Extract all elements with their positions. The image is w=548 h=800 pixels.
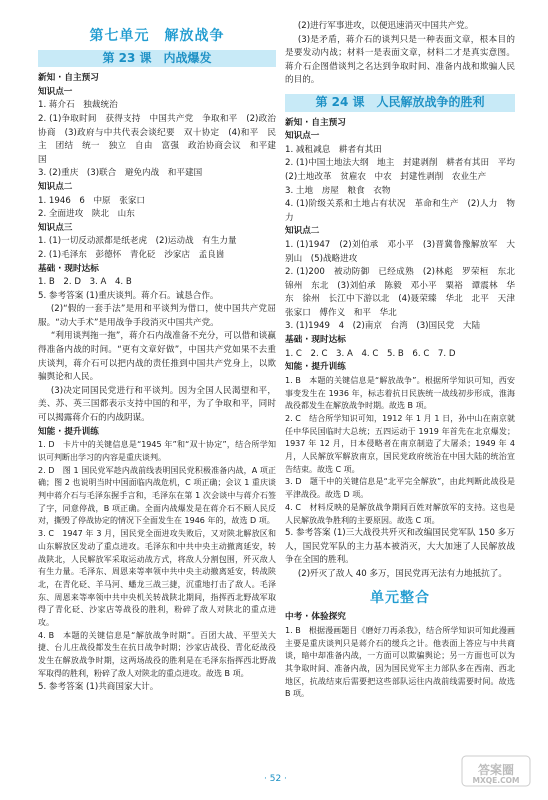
paragraph: 4. B 本题的关键信息是“解放战争时期”。百团大战、平型关大捷、台儿庄战役都发生在抗日战争时期；沙家店战役、青化砭战役发生在解放战争时期，这两场战役的胜利是在毛泽东指挥西北野战军取得的胜利，粉碎了敌人对陕北的重点进攻。故选 B 项。 <box>38 630 276 678</box>
paragraph: 知识点一 <box>285 131 320 142</box>
paragraph: 1. (1)一切反动派都是纸老虎 (2)运动战 有生力量 <box>38 236 237 247</box>
paragraph: 知识点一 <box>38 86 73 97</box>
paragraph: “利用谈判拖一拖”，蒋介石内战准备不充分，可以借和谈赢得准备内战的时间。“更有文章好做”，中国共产党如果不去重庆谈判，蒋介石可以把内战的责任推到中国共产党身上，以欺骗舆论和人民。 <box>38 331 276 383</box>
paragraph: 2. (1)200 被动防御 已经成熟 (2)林彪 罗荣桓 东北 锦州 东北 (3)刘伯承 陈毅 邓小平 粟裕 谭震林 华东 徐州 长江中下游以北 (4)聂荣臻 华北 北平 天津 张家口 傅作义 和平 华北 <box>285 267 524 318</box>
paragraph: 2. (1)争取时间 获得支持 中国共产党 争取和平 (2)政治协商 (3)政府与中共代表会谈纪要 双十协定 (4)和平 民主 团结 统一 独立 自由 富强 政治协商会议 和平建国 <box>38 113 276 165</box>
unit-review-title: 单元整合 <box>370 589 430 606</box>
paragraph: 知识点二 <box>285 226 320 237</box>
right-top <box>285 20 515 88</box>
paragraph: 知识点二 <box>38 181 73 192</box>
paragraph: 2. (1)中国土地法大纲 地主 封建剥削 耕者有其田 平均 (2)土地改革 贫雇农 中农 封建性剥削 农业生产 <box>285 158 524 182</box>
paragraph: 中考 · 体验探究 <box>285 612 346 623</box>
paragraph: 1. C 2. C 3. A 4. C 5. B 6. C 7. D <box>285 348 456 359</box>
paragraph: 5. 参考答案 (1)重庆谈判。蒋介石。诚恳合作。 <box>38 290 219 301</box>
paragraph: 3. D 题干中的关键信息是“北平完全解放”，由此判断此战役是平津战役。故选 D 项。 <box>285 477 515 500</box>
paragraph: 1. B 本题的关键信息是“解放战争”。根据所学知识可知，西安事变发生在 1936 年，标志着抗日民族统一战线初步形成，淮海战役都发生在解放战争时期。故选 B 项。 <box>285 375 515 411</box>
paragraph: 4. C 材料反映的是解放战争期间百姓对解放军的支持。这也是人民解放战争胜利的主要原因。故选 C 项。 <box>285 502 515 525</box>
paragraph: 知能 · 提升训练 <box>38 426 99 437</box>
left-body <box>38 72 276 694</box>
paragraph: 1. B 2. D 3. A 4. B <box>38 277 132 288</box>
watermark-logo <box>460 754 532 788</box>
paragraph: 1. D 卡片中的关键信息是“1945 年”和“双十协定”，结合所学知识可判断出学习的内容是重庆谈判。 <box>38 440 276 462</box>
paragraph: 2. D 图 1 国民党军趁内战前线表明国民党积极准备内战，A 项正确；图 2 也说明当时中国面临内战危机，C 项正确；会议 1 重庆谈判中蒋介石与毛泽东握手言和，毛泽东在第 1 次会谈中与蒋介石签了字，同意停战，B 项正确。全面内战爆发是在蒋介石不顾人民反对，撕毁了停战协定的情况下全面发生在 1946 年的，故选 D 项。 <box>38 465 276 526</box>
paragraph: (2)“假的一套手法”是用和平谈判为借口，使中国共产党屈服。“动大手术”是用战争手段消灭中国共产党。 <box>38 304 276 328</box>
right-review <box>285 611 515 701</box>
lesson-23-title: 第 23 课 内战爆发 <box>38 50 276 68</box>
paragraph: 新知 · 自主预习 <box>38 73 99 84</box>
paragraph: 5. 参考答案 (1)三大战役共歼灭和改编国民党军队 150 多万人，国民党军队的主力基本被消灭，大大加速了人民解放战争在全国的胜利。 <box>285 528 515 566</box>
paragraph: 知能 · 提升训练 <box>285 362 346 373</box>
paragraph: 1. B 根据漫画题目《磨好刀再杀我》，结合所学知识可知此漫画主要是重庆谈判只是蒋介石的缓兵之计。他表面上答应与中共商谈，暗中却准备内战，一方面可以欺骗舆论；另一方面也可以为其争取时间、准备内战，因为国民党军主力部队多在西南、西北地区，抗战结束后需要把这些部队运往内战前线需要时间。故选 B 项。 <box>285 625 515 699</box>
paragraph: 基础 · 现时达标 <box>38 263 99 274</box>
paragraph: (2)歼灭了敌人 40 多万，国民党再无法有力地抵抗了。 <box>297 569 507 580</box>
paragraph: 1. 减租减息 耕者有其田 <box>285 144 382 155</box>
paragraph: 2. C 结合所学知识可知，1912 年 1 月 1 日，孙中山在南京就任中华民国临时大总统；五四运动于 1919 年首先在北京爆发；1937 年 12 月，日本侵略者在南京制造了大屠杀；1949 年 4 月，人民解放军解放南京，国民党政府统治在中国大陆的统治宣告结束。故选 C 项。 <box>285 413 515 474</box>
page-number: · 52 · <box>264 774 287 784</box>
paragraph: 2. 全面进攻 陕北 山东 <box>38 209 135 220</box>
paragraph: (2)进行军事进攻，以便迅速消灭中国共产党。 <box>297 21 474 31</box>
left-column <box>38 20 276 694</box>
paragraph: 1. (1)1947 (2)刘伯承 邓小平 (3)晋冀鲁豫解放军 大别山 (5)战略进攻 <box>285 239 515 264</box>
paragraph: 3. (1)1949 4 (2)南京 台湾 (3)国民党 大陆 <box>285 321 481 332</box>
right-body <box>285 117 524 582</box>
watermark-big: 答案圈 <box>477 763 515 777</box>
paragraph: 1. 1946 6 中原 张家口 <box>38 195 146 206</box>
paragraph: 1. 蒋介石 独裁统治 <box>38 100 118 111</box>
lesson-24-title: 第 24 课 人民解放战争的胜利 <box>285 94 515 112</box>
paragraph: 3. 土地 房屋 粮食 衣物 <box>285 185 391 196</box>
paragraph: 3. (2)重庆 (3)联合 避免内战 和平建国 <box>38 168 203 179</box>
paragraph: 基础 · 现时达标 <box>285 335 346 346</box>
paragraph: 新知 · 自主预习 <box>285 117 346 128</box>
paragraph: 知识点三 <box>38 222 73 233</box>
paragraph: 5. 参考答案 (1)共商国家大计。 <box>38 681 159 692</box>
paragraph: 2. (1)毛泽东 彭德怀 青化砭 沙家店 孟良崮 <box>38 249 225 260</box>
paragraph: 3. C 1947 年 3 月，国民党全面进攻失败后，又对陕北解放区和山东解放区发动了重点进攻。毛泽东和中共中央主动撤离延安，转战陕北，人民解放军采取运动战方式，将敌人分割包围，歼灭敌人有生力量。毛泽东、周恩来等率领中共中央主动撤离延安，转战陕北，在青化砭、羊马河、蟠龙三战三捷，沉重地打击了敌人。毛泽东、周恩来等率领中共中央机关转战陕北期间，指挥西北野战军取得了青化砭、沙家店等战役的胜利，粉碎了敌人对陕北的重点进攻。 <box>38 529 276 628</box>
unit-title: 第七单元 解放战争 <box>89 28 225 44</box>
paragraph: 4. (1)阶级关系和土地占有状况 革命和生产 (2)人力 物力 <box>285 199 515 223</box>
paragraph: (3)是矛盾，蒋介石的谈判只是一种表面文章，根本目的是要发动内战；材料一是表面文章，材料二才是真实意图。蒋介石企图借谈判之名达到争取时间、准备内战和欺骗人民的目的。 <box>285 34 515 86</box>
watermark-small: MXQE.COM <box>472 776 520 785</box>
right-column <box>285 20 524 701</box>
paragraph: (3)决定同国民党进行和平谈判。因为全国人民渴望和平，美、苏、英三国都表示支持中国的和平，为了争取和平，同时可以揭露蒋介石的内战阴谋。 <box>38 385 276 424</box>
